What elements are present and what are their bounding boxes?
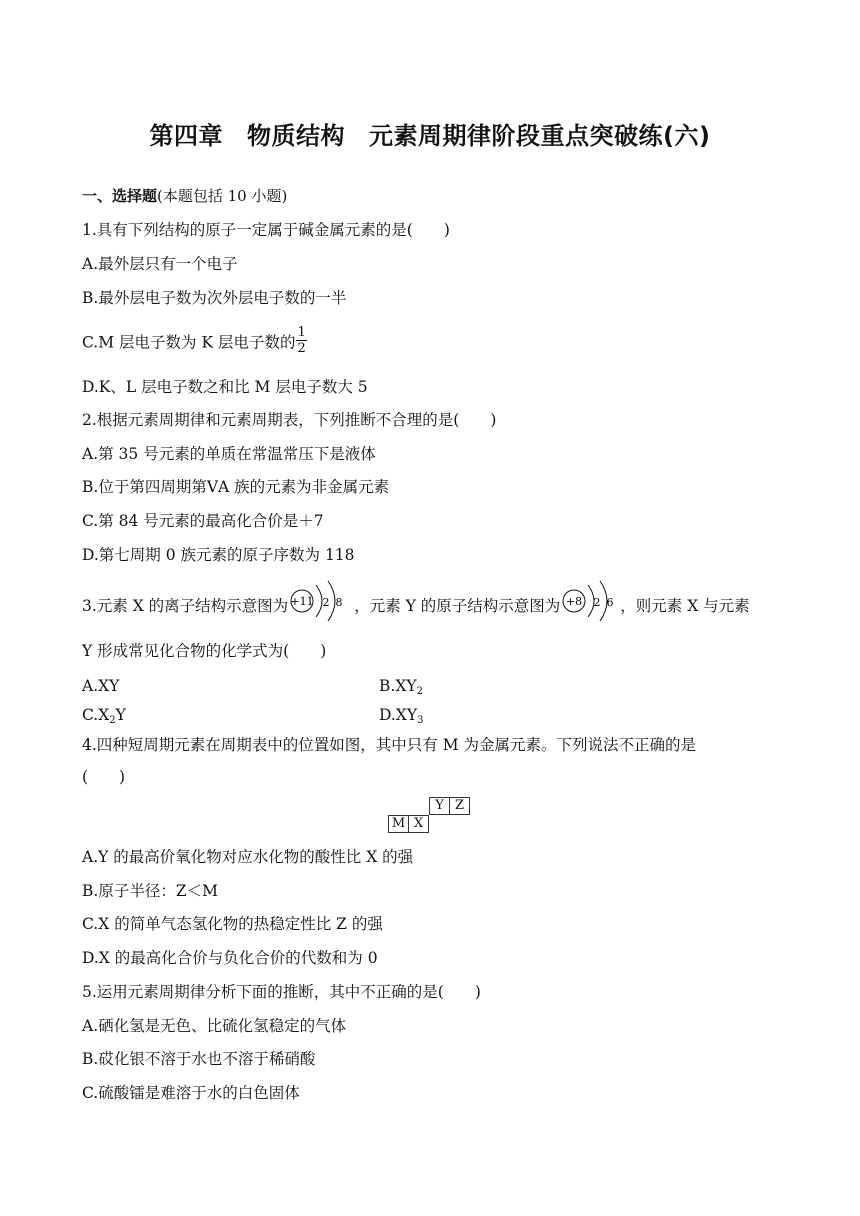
q1-option-b: B.最外层电子数为次外层电子数的一半 bbox=[82, 289, 347, 307]
q4-option-b: B.原子半径：Z＜M bbox=[82, 882, 218, 900]
cell-x: X bbox=[408, 815, 429, 833]
section-note: (本题包括 10 小题) bbox=[157, 187, 288, 205]
cell-z: Z bbox=[449, 797, 470, 815]
q3-option-c bbox=[82, 705, 126, 731]
q3-option-b-sub: 2 bbox=[416, 686, 423, 697]
ion-x-shell-1: 2 bbox=[322, 596, 330, 609]
q2-option-d: D.第七周期 0 族元素的原子序数为 118 bbox=[82, 546, 355, 564]
ion-x-shell-2: 8 bbox=[335, 596, 343, 609]
q3-option-b-main: B.XY bbox=[379, 677, 417, 695]
q2-stem: 2.根据元素周期律和元素周期表，下列推断不合理的是( ) bbox=[82, 411, 497, 429]
section-label: 一、选择题 bbox=[82, 187, 158, 205]
q3-option-c-post: Y bbox=[115, 706, 126, 724]
atom-y-nucleus: +8 bbox=[566, 595, 583, 608]
page-title bbox=[0, 116, 860, 151]
q3-stem-c: ，则元素 X 与元素 bbox=[620, 597, 750, 615]
title-subtitle: 元素周期律阶段重点突破练(六) bbox=[369, 122, 711, 150]
q1-option-c-text: C.M 层电子数为 K 层电子数的 bbox=[82, 333, 296, 352]
section-heading bbox=[82, 186, 287, 206]
q3-option-d-main: D.XY bbox=[379, 706, 418, 724]
fraction bbox=[296, 325, 306, 356]
cell-y: Y bbox=[429, 797, 450, 815]
q1-stem: 1.具有下列结构的原子一定属于碱金属元素的是( ) bbox=[82, 221, 450, 239]
q3-option-c-sub: 2 bbox=[109, 715, 116, 726]
q4-option-a: A.Y 的最高价氧化物对应水化物的酸性比 X 的强 bbox=[82, 848, 414, 866]
q4-option-d: D.X 的最高化合价与负化合价的代数和为 0 bbox=[82, 949, 378, 967]
q5-stem: 5.运用元素周期律分析下面的推断，其中不正确的是( ) bbox=[82, 983, 481, 1001]
q1-option-d: D.K、L 层电子数之和比 M 层电子数大 5 bbox=[82, 378, 368, 396]
q3-stem-a: 3.元素 X 的离子结构示意图为 bbox=[82, 597, 289, 615]
atom-y-shell-1: 2 bbox=[593, 596, 601, 609]
q3-option-b bbox=[379, 676, 423, 702]
q3-stem-d: Y 形成常见化合物的化学式为( ) bbox=[82, 642, 327, 660]
q4-stem: 4.四种短周期元素在周期表中的位置如图，其中只有 M 为金属元素。下列说法不正确的是 bbox=[82, 736, 697, 754]
q4-option-c: C.X 的简单气态氢化物的热稳定性比 Z 的强 bbox=[82, 915, 383, 933]
q2-option-b: B.位于第四周期第ⅤA 族的元素为非金属元素 bbox=[82, 478, 390, 496]
q5-option-c: C.硫酸镭是难溶于水的白色固体 bbox=[82, 1084, 300, 1102]
title-chapter: 第四章 bbox=[149, 122, 224, 150]
fraction-denominator: 2 bbox=[297, 341, 306, 356]
q1-option-c bbox=[82, 325, 307, 359]
q5-option-a: A.硒化氢是无色、比硫化氢稳定的气体 bbox=[82, 1017, 347, 1035]
q4-paren: ( ) bbox=[82, 768, 126, 786]
q1-option-a: A.最外层只有一个电子 bbox=[82, 255, 238, 273]
cell-m: M bbox=[388, 815, 409, 833]
q3-option-d bbox=[379, 705, 423, 731]
ion-x-structure-diagram bbox=[288, 579, 354, 635]
ion-x-nucleus: +11 bbox=[290, 595, 314, 608]
q3-option-a: A.XY bbox=[82, 677, 120, 695]
q3-option-c-pre: C.X bbox=[82, 706, 110, 724]
q2-option-c: C.第 84 号元素的最高化合价是＋7 bbox=[82, 512, 324, 530]
title-topic: 物质结构 bbox=[247, 122, 346, 150]
q3-option-d-sub: 3 bbox=[417, 715, 424, 726]
q3-stem-line1 bbox=[82, 576, 750, 636]
q5-option-b: B.砹化银不溶于水也不溶于稀硝酸 bbox=[82, 1050, 316, 1068]
atom-y-structure-diagram bbox=[560, 579, 620, 635]
atom-y-shell-2: 6 bbox=[606, 596, 614, 609]
fraction-numerator: 1 bbox=[297, 325, 306, 340]
q3-stem-b: ，元素 Y 的原子结构示意图为 bbox=[354, 597, 561, 615]
q2-option-a: A.第 35 号元素的单质在常温常压下是液体 bbox=[82, 445, 376, 463]
